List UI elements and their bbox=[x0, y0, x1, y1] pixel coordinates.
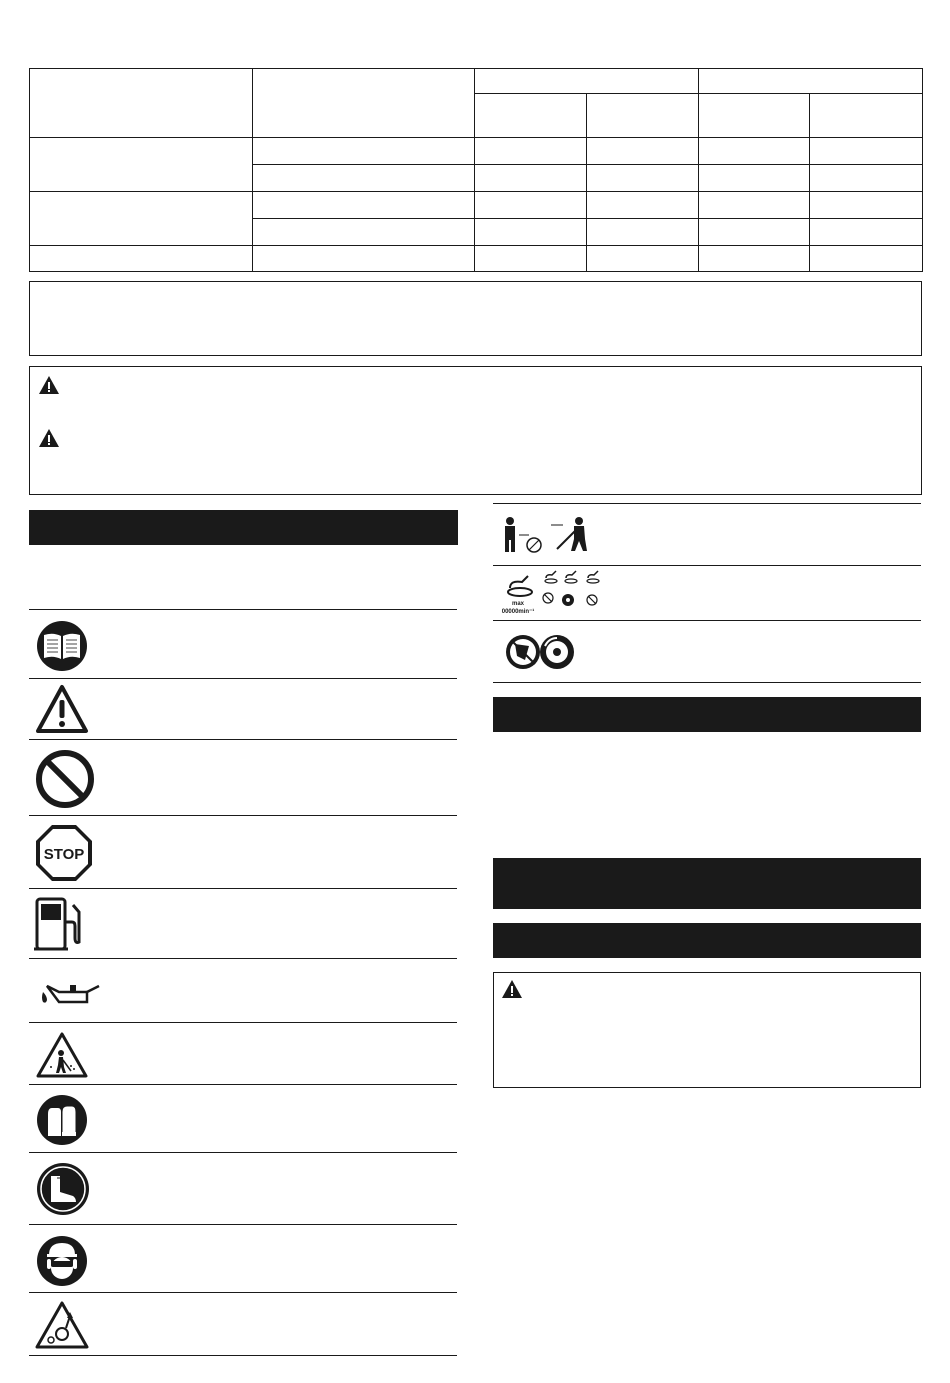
table-cell bbox=[253, 192, 475, 219]
kickback-icon bbox=[34, 1300, 90, 1350]
divider bbox=[29, 888, 457, 889]
symbols-intro bbox=[29, 555, 458, 605]
table-cell bbox=[587, 246, 699, 272]
warning-box bbox=[29, 366, 922, 495]
table-cell bbox=[587, 165, 699, 192]
notice-text bbox=[30, 282, 921, 298]
divider bbox=[29, 1022, 457, 1023]
table-cell bbox=[475, 192, 587, 219]
flying-debris-icon bbox=[35, 1031, 89, 1079]
divider bbox=[29, 958, 457, 959]
table-cell bbox=[810, 192, 923, 219]
table-cell bbox=[699, 138, 810, 165]
table-cell bbox=[699, 165, 810, 192]
divider bbox=[493, 565, 921, 566]
table-cell bbox=[475, 165, 587, 192]
divider bbox=[29, 815, 457, 816]
max-value: 00000min⁻¹ bbox=[501, 609, 535, 615]
divider bbox=[29, 1292, 457, 1293]
table-cell bbox=[810, 165, 923, 192]
warning-triangle-icon bbox=[501, 979, 523, 999]
fuel-pump-icon bbox=[34, 896, 84, 952]
table-cell bbox=[810, 94, 923, 138]
table-cell bbox=[253, 138, 475, 165]
table-cell bbox=[699, 69, 923, 94]
table-cell bbox=[253, 165, 475, 192]
divider bbox=[493, 682, 921, 683]
table-cell bbox=[253, 69, 475, 138]
table-cell bbox=[810, 138, 923, 165]
table-cell bbox=[30, 138, 253, 192]
divider bbox=[29, 1355, 457, 1356]
oil-can-icon bbox=[37, 976, 103, 1006]
section-heading-3 bbox=[493, 923, 921, 958]
max-speed-icon bbox=[500, 570, 610, 616]
table-cell bbox=[587, 138, 699, 165]
table-cell bbox=[253, 219, 475, 246]
table-cell bbox=[810, 219, 923, 246]
table-cell bbox=[475, 219, 587, 246]
divider bbox=[493, 620, 921, 621]
divider bbox=[493, 503, 921, 504]
stop-sign-icon bbox=[34, 823, 94, 883]
table-cell bbox=[253, 246, 475, 272]
divider bbox=[29, 609, 457, 610]
stop-label: STOP bbox=[43, 846, 85, 863]
max-label: max bbox=[511, 601, 525, 607]
table-cell bbox=[587, 94, 699, 138]
keep-distance-icon bbox=[499, 515, 591, 555]
table-cell bbox=[30, 69, 253, 138]
book-icon bbox=[36, 620, 88, 672]
divider bbox=[29, 678, 457, 679]
table-cell bbox=[475, 94, 587, 138]
table-cell bbox=[587, 219, 699, 246]
table-cell bbox=[699, 246, 810, 272]
table-cell bbox=[587, 192, 699, 219]
warning-triangle-icon bbox=[35, 684, 89, 734]
table-cell bbox=[699, 192, 810, 219]
table-cell bbox=[475, 138, 587, 165]
table-cell bbox=[699, 94, 810, 138]
gloves-icon bbox=[36, 1094, 88, 1146]
warning-triangle-icon bbox=[38, 375, 60, 395]
divider bbox=[29, 1084, 457, 1085]
table-cell bbox=[475, 69, 699, 94]
table-cell bbox=[699, 219, 810, 246]
symbols-heading bbox=[29, 510, 458, 545]
section-heading-1 bbox=[493, 697, 921, 732]
section-body-1 bbox=[493, 742, 921, 842]
divider bbox=[29, 739, 457, 740]
head-protection-icon bbox=[36, 1235, 88, 1287]
saw-blade-icon bbox=[505, 632, 577, 672]
section-heading-2 bbox=[493, 858, 921, 909]
table-cell bbox=[30, 246, 253, 272]
boots-icon bbox=[36, 1162, 90, 1216]
table-cell bbox=[475, 246, 587, 272]
warning-triangle-icon bbox=[38, 428, 60, 448]
divider bbox=[29, 1152, 457, 1153]
notice-box bbox=[29, 281, 922, 356]
specification-table bbox=[29, 68, 923, 272]
warning-box bbox=[493, 972, 921, 1088]
divider bbox=[29, 1224, 457, 1225]
table-cell bbox=[30, 192, 253, 246]
table-cell bbox=[810, 246, 923, 272]
prohibition-icon bbox=[35, 749, 95, 809]
